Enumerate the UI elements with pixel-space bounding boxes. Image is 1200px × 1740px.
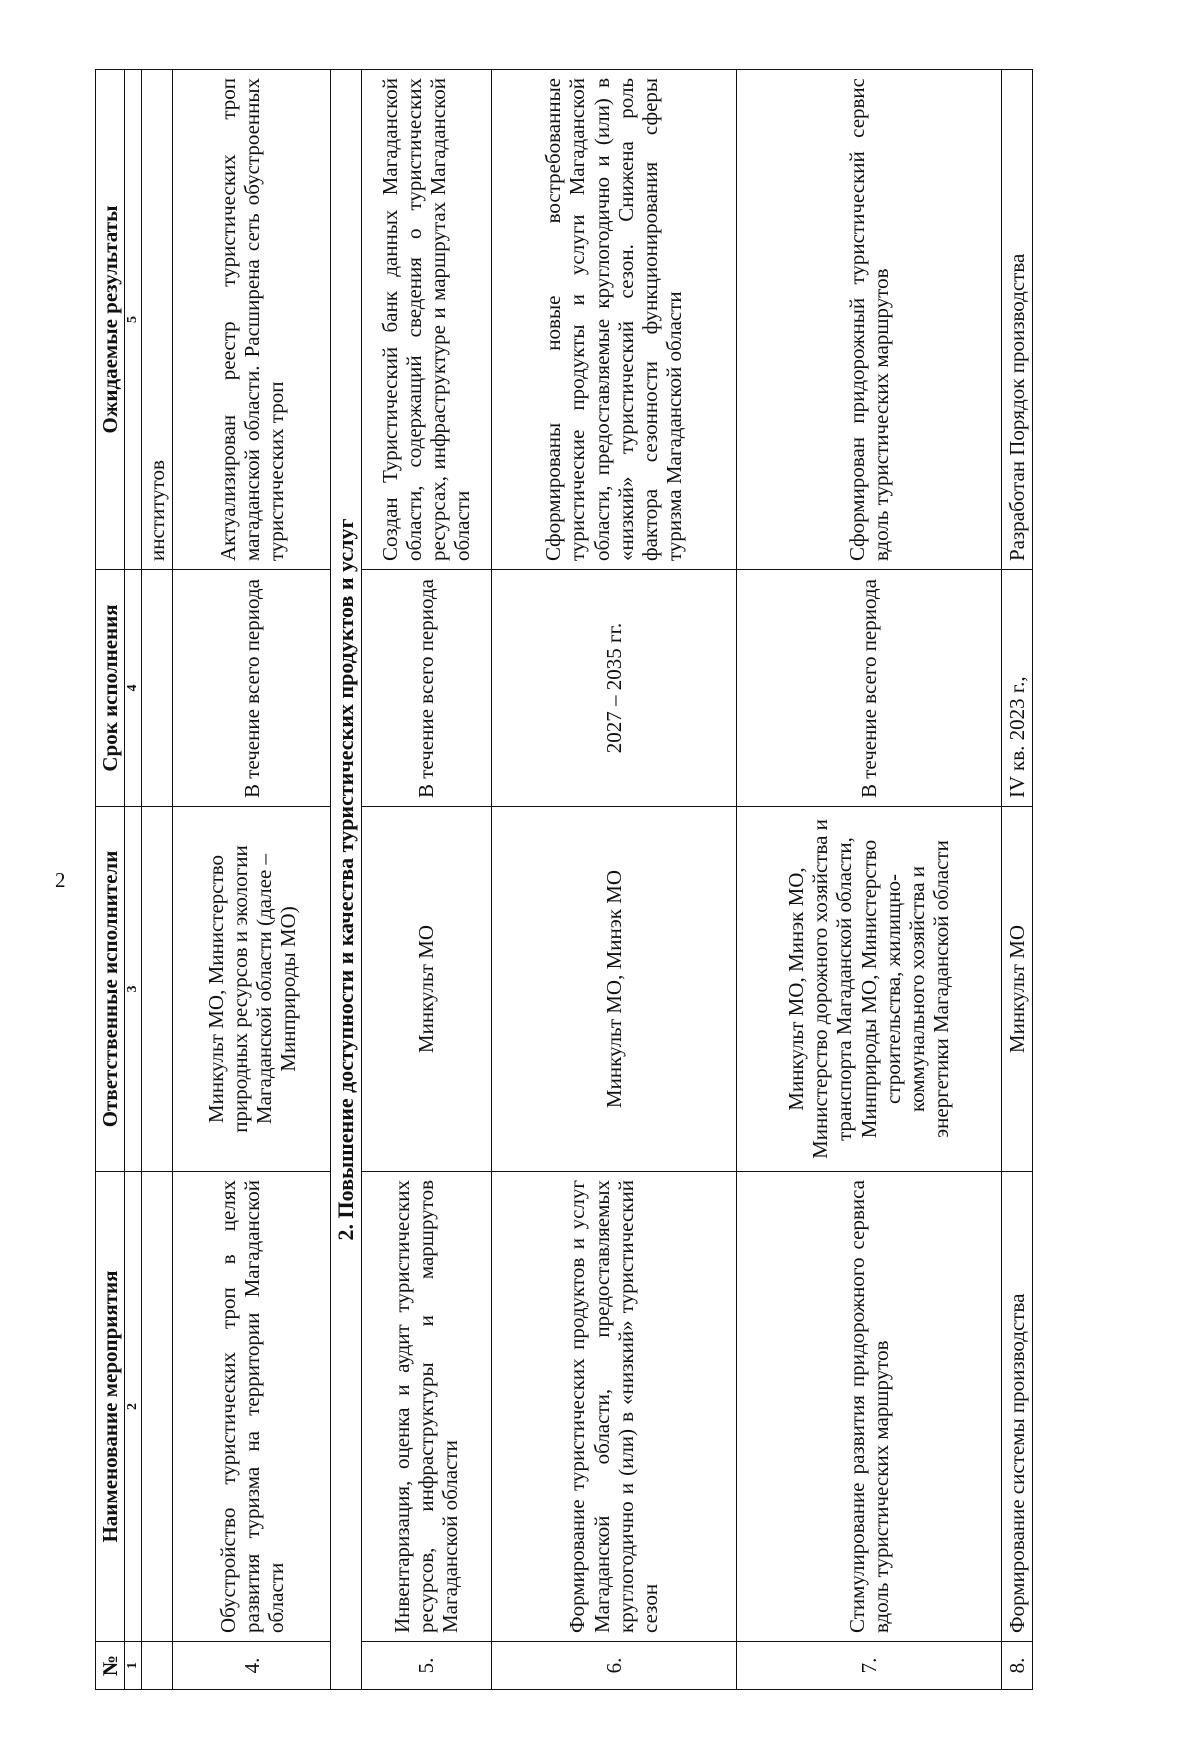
cell-deadline: В течение всего периода [736,570,1001,807]
cell-name: Формирование туристических продуктов и услуг Магаданской области, предоставляемых круглогодично и (или) в «низкий» туристический сезон [491,1172,736,1642]
column-number: 3 [125,807,142,1172]
cell-responsible: Минкульт МО [361,807,491,1172]
cell-name: Стимулирование развития придорожного сервиса вдоль туристических маршрутов [736,1172,1001,1642]
table-row [361,70,491,1690]
cell-deadline [142,570,173,807]
cell-result: Сформированы новые востребованные туристические продукты и услуги Магаданской области, предоставляемые круглогодично и (или) в «низкий» туристический сезон. Снижена роль фактора сезонности функционирования сферы туризма Магаданской области [491,70,736,570]
cell-name: Формирование системы производства [1001,1172,1032,1642]
cell-responsible: Минкульт МО, Министерство природных ресурсов и экологии Магаданской области (далее – Минприроды МО) [173,807,331,1172]
cell-result: институтов [142,70,173,570]
table-row [1001,70,1032,1690]
cell-responsible: Минкульт МО, Минэк МО [491,807,736,1172]
column-number: 2 [125,1172,142,1642]
cell-deadline: IV кв. 2023 г., [1001,570,1032,807]
header-row [96,70,125,1690]
cell-num: 8. [1001,1642,1032,1690]
cell-num: 4. [173,1642,331,1690]
section-row [331,70,361,1690]
table-row-continued [142,70,173,1690]
cell-responsible: Минкульт МО [1001,807,1032,1172]
cell-name: Обустройство туристических троп в целях развития туризма на территории Магаданской области [173,1172,331,1642]
cell-result: Сформирован придорожный туристический сервис вдоль туристических маршрутов [736,70,1001,570]
events-table [95,69,1033,1690]
section-title: 2. Повышение доступности и качества туристических продуктов и услуг [331,70,361,1690]
cell-result: Актуализирован реестр туристических троп магаданской области. Расширена сеть обустроенных туристических троп [173,70,331,570]
cell-responsible: Минкульт МО, Минэк МО, Министерство дорожного хозяйства и транспорта Магаданской области, Минприроды МО, Министерство строительства, жилищно-коммунального хозяйства и энергетики Магаданской области [736,807,1001,1172]
column-number: 4 [125,570,142,807]
cell-num: 6. [491,1642,736,1690]
column-number-row [125,70,142,1690]
header-num: № [96,1642,125,1690]
table-row [173,70,331,1690]
header-event-name: Наименование мероприятия [96,1172,125,1642]
cell-deadline: 2027 – 2035 гг. [491,570,736,807]
header-responsible: Ответственные исполнители [96,807,125,1172]
cell-deadline: В течение всего периода [361,570,491,807]
header-deadline: Срок исполнения [96,570,125,807]
table-row [736,70,1001,1690]
cell-name: Инвентаризация, оценка и аудит туристических ресурсов, инфраструктуры и маршрутов Магаданской области [361,1172,491,1642]
cell-responsible [142,807,173,1172]
column-number: 5 [125,70,142,570]
cell-result: Создан Туристический банк данных Магаданской области, содержащий сведения о туристических ресурсах, инфраструктуре и маршрутах Магаданской области [361,70,491,570]
header-results: Ожидаемые результаты [96,70,125,570]
rotated-table-container [95,70,1105,1690]
cell-name [142,1172,173,1642]
cell-num [142,1642,173,1690]
cell-deadline: В течение всего периода [173,570,331,807]
page-number: 2 [55,868,66,892]
column-number: 1 [125,1642,142,1690]
cell-num: 7. [736,1642,1001,1690]
cell-num: 5. [361,1642,491,1690]
cell-result: Разработан Порядок производства [1001,70,1032,570]
table-row [491,70,736,1690]
